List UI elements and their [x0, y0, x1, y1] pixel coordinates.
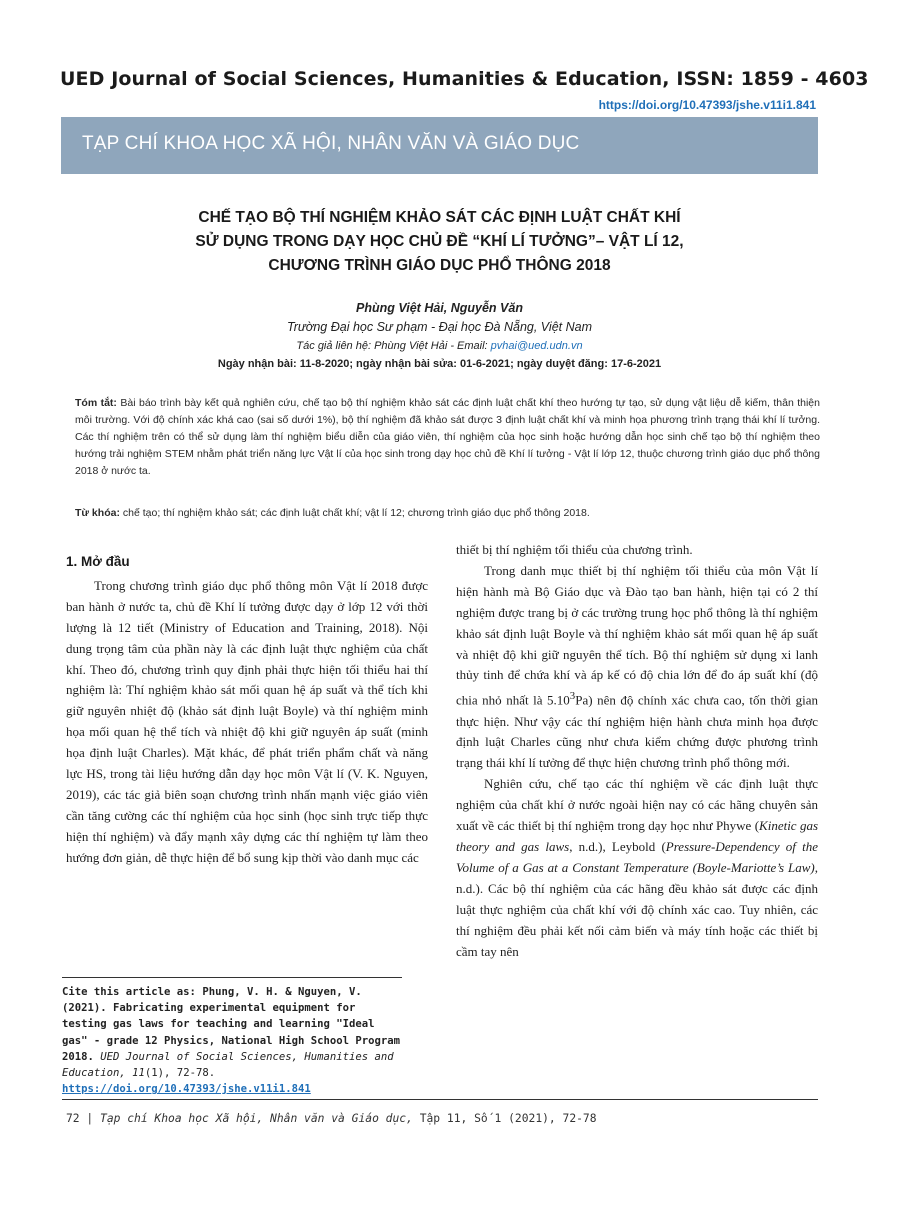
- article-title: [61, 206, 818, 278]
- citation-doi-link[interactable]: https://doi.org/10.47393/jshe.v11i1.841: [62, 1083, 311, 1096]
- paragraph-2: [456, 561, 818, 774]
- paragraph-2-text-end: Pa) nên độ chính xác chưa cao, tốn thời gian thực hiện. Như vậy các thí nghiệm hiện hành chưa minh họa được định luật Charles cũng như chưa kiểm chứng được phương trình trạng thái khí lí tưởng để thực hiện chương trình phổ thông mới.: [456, 692, 818, 771]
- abstract-label: Tóm tắt:: [75, 397, 117, 409]
- email-link[interactable]: pvhai@ued.udn.vn: [490, 340, 583, 352]
- paragraph-1: Trong chương trình giáo dục phổ thông môn Vật lí 2018 được ban hành ở nước ta, chủ đề Khí lí tưởng được dạy ở lớp 12 với thời lượng là 12 tiết (Ministry of Education and Training, 2018). Nội dung trọng tâm của phần này là các định luật thực nghiệm của chất khí. Theo đó, chương trình quy định phải thực hiện tối thiểu hai thí nghiệm là: Thí nghiệm khảo sát mối quan hệ áp suất và thể tích khi giữ nguyên nhiệt độ (khảo sát định luật Boyle) và thí nghiệm minh họa mối quan hệ thể tích và nhiệt độ khi giữ nguyên áp suất (minh họa định luật Charles). Mặt khác, để phát triển phẩm chất và năng lực HS, trong tài liệu hướng dẫn dạy học môn Vật lí (V. K. Nguyen, 2019), các tác giả biên soạn chương trình nhấn mạnh việc giáo viên cần tăng cường các thí nghiệm của học sinh (học sinh trực tiếp thực hiện thí nghiệm) và đẩy mạnh xây dựng các thí nghiệm tự làm theo hướng đơn giản, dễ thực hiện để bổ sung kịp thời vào danh mục các: [66, 577, 428, 865]
- footer-issue: Tập 11, Số 1 (2021), 72-78: [412, 1112, 597, 1125]
- contact-author: [61, 337, 818, 355]
- page-number: 72 |: [66, 1112, 101, 1125]
- affiliation: Trường Đại học Sư phạm - Đại học Đà Nẵng, Việt Nam: [286, 320, 592, 334]
- reference-title-leybold: Pressure-Dependency of the Volume of a Gas at a Constant Temperature (Boyle-Mariotte’s Law): [456, 839, 818, 875]
- keywords-label: Từ khóa:: [75, 507, 120, 519]
- citation-volume: 11: [125, 1067, 145, 1080]
- right-column: [456, 540, 818, 962]
- authors: Phùng Việt Hải, Nguyễn Văn: [356, 301, 523, 315]
- paragraph-1-continued: thiết bị thí nghiệm tối thiểu của chương trình.: [456, 542, 693, 557]
- citation-box: [62, 977, 402, 1097]
- title-line-3: CHƯƠNG TRÌNH GIÁO DỤC PHỔ THÔNG 2018: [268, 257, 611, 274]
- section-heading-intro: 1. Mở đầu: [66, 554, 130, 569]
- keywords-text: chế tạo; thí nghiệm khảo sát; các định luật chất khí; vật lí 12; chương trình giáo dục phổ thông 2018.: [119, 507, 590, 519]
- abstract: [75, 395, 820, 480]
- paragraph-3: [456, 774, 818, 962]
- paragraph-2-text: Trong danh mục thiết bị thí nghiệm tối thiểu của môn Vật lí hiện hành mà Bộ Giáo dục và Đào tạo ban hành, hiện tại có 2 thí nghiệm được trang bị ở các trường trung học phổ thông là thí nghiệm khảo sát định luật Boyle và thí nghiệm khảo sát mối quan hệ áp suất và nhiệt độ khi giữ nguyên thể tích. Bộ thí nghiệm sử dụng xi lanh thủy tinh để chứa khí và áp kế có độ chia lớn để đo áp suất khí (độ chia nhỏ nhất là 5.10: [456, 562, 818, 708]
- doi-link[interactable]: https://doi.org/10.47393/jshe.v11i1.841: [598, 98, 816, 112]
- keywords: [75, 505, 820, 522]
- citation-issue-pages: (1), 72-78.: [144, 1067, 216, 1080]
- reference-title-phywe: Kinetic gas theory and gas laws: [456, 818, 819, 855]
- paragraph-3-text: Nghiên cứu, chế tạo các thí nghiệm về các định luật thực nghiệm của chất khí ở nước ngoài hiện nay có các hãng chuyên sản xuất về các thiết bị thí nghiệm trong dạy học như Phywe (: [456, 776, 818, 834]
- citation-text: Cite this article as: Phung, V. H. & Nguyen, V. (2021). Fabricating experimental equipment for testing gas laws for teaching and learning "Ideal gas" - grade 12 Physics, National High School Program 2018.: [62, 986, 401, 1063]
- footer-divider: [62, 1099, 818, 1100]
- page-footer: [66, 1112, 597, 1125]
- journal-title: UED Journal of Social Sciences, Humanities & Education, ISSN: 1859 - 4603: [60, 68, 869, 90]
- paragraph-3-text-3: , n.d.). Các bộ thí nghiệm của các hãng đều khảo sát được các định luật thực nghiệm của chất khí với độ chính xác cao. Tuy nhiên, các thí nghiệm đều phải kết nối cảm biến và máy tính hoặc các thiết bị cầm tay nên: [456, 859, 818, 959]
- title-line-2: SỬ DỤNG TRONG DẠY HỌC CHỦ ĐỀ “KHÍ LÍ TƯỞNG”– VẬT LÍ 12,: [195, 233, 684, 250]
- journal-banner: [61, 117, 818, 174]
- banner-text: TẠP CHÍ KHOA HỌC XÃ HỘI, NHÂN VĂN VÀ GIÁO DỤC: [82, 133, 580, 154]
- article-meta: [61, 299, 818, 373]
- title-line-1: CHẾ TẠO BỘ THÍ NGHIỆM KHẢO SÁT CÁC ĐỊNH LUẬT CHẤT KHÍ: [198, 209, 681, 226]
- submission-dates: Ngày nhận bài: 11-8-2020; ngày nhận bài sửa: 01-6-2021; ngày duyệt đăng: 17-6-2021: [217, 358, 662, 370]
- footer-journal: Tạp chí Khoa học Xã hội, Nhân văn và Giáo dục,: [100, 1112, 413, 1125]
- left-column: [66, 540, 428, 869]
- superscript-exponent: 3: [569, 690, 576, 703]
- contact-prefix: Tác giả liên hệ: Phùng Việt Hải - Email:: [296, 340, 491, 352]
- paragraph-3-text-2: , n.d.), Leybold (: [569, 839, 666, 855]
- abstract-text: Bài báo trình bày kết quả nghiên cứu, chế tạo bộ thí nghiệm khảo sát các định luật chất khí theo hướng tự tạo, sử dụng vật liệu dễ kiếm, thân thiện môi trường. Với độ chính xác khá cao (sai số dưới 1%), bộ thí nghiệm đã khảo sát được 3 định luật chất khí và minh họa phương trình trạng thái khí lí tưởng. Các thí nghiệm trên có thể sử dụng làm thí nghiệm biểu diễn của giáo viên, thí nghiệm của học sinh hoặc hướng dẫn học sinh chế tạo bộ thí nghiệm theo hướng trải nghiệm STEM nhằm phát triển năng lực Vật lí của học sinh trong dạy học chủ đề Khí lí tưởng - Vật lí lớp 12, thuộc chương trình giáo dục phổ thông 2018 ở nước ta.: [75, 397, 820, 477]
- citation-journal: UED Journal of Social Sciences, Humanities and Education,: [62, 1050, 394, 1080]
